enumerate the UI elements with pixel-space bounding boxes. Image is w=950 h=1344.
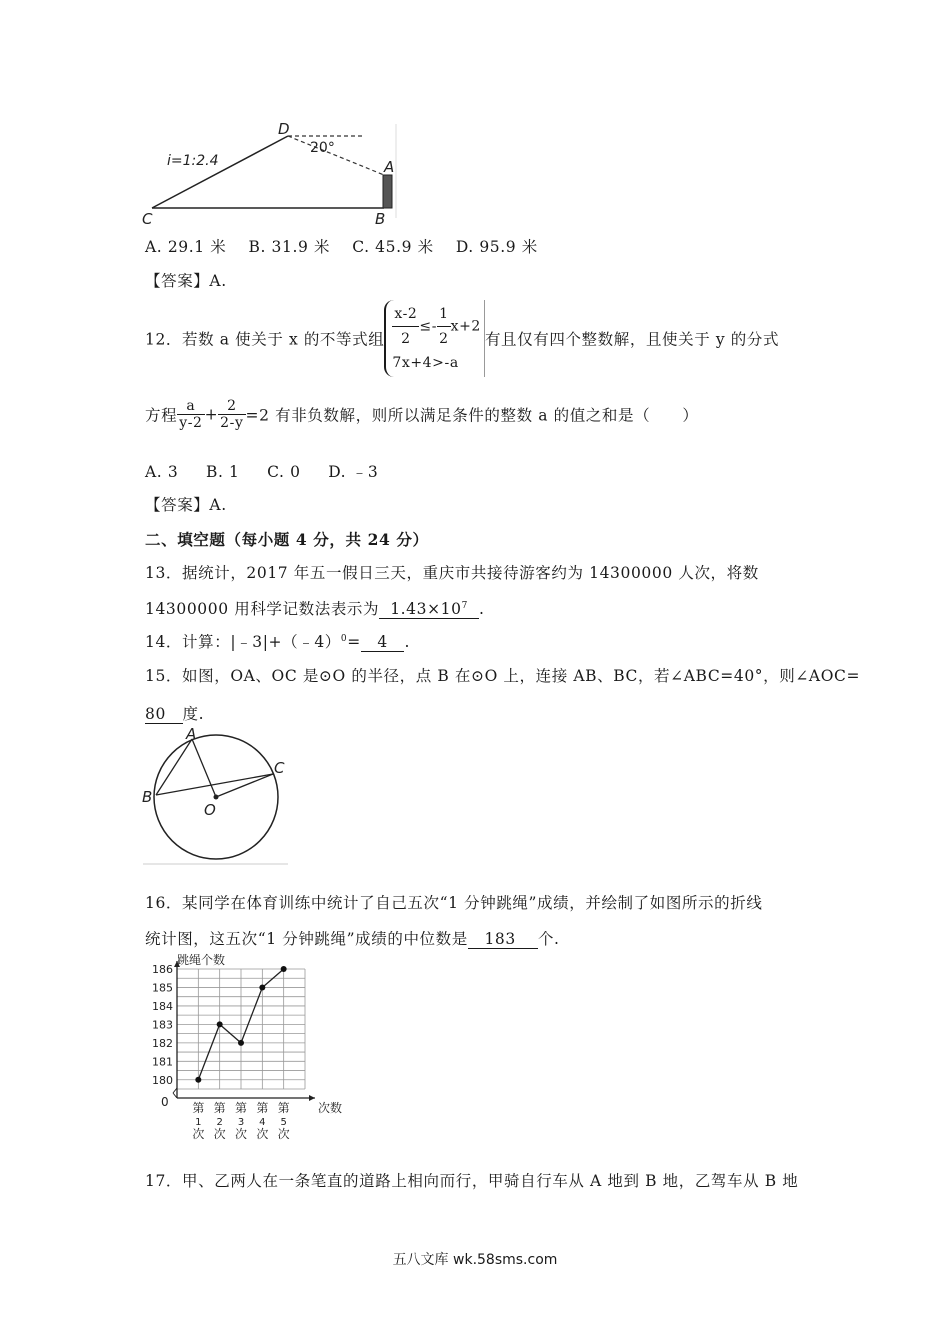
q12-option-c: C. 0: [267, 463, 301, 481]
x-category-label: 2: [216, 1117, 223, 1128]
x-axis-label: 次数: [318, 1101, 343, 1115]
q11-option-a: A. 29.1 米: [145, 238, 227, 256]
slope-figure: [140, 118, 410, 228]
y-axis-label: 跳绳个数: [177, 953, 226, 967]
fraction-2-over-2-y: $\frac{2}{2-y}$: [220, 398, 244, 431]
data-point: [217, 1021, 223, 1027]
q11-options: [145, 235, 538, 257]
q11-option-c: C. 45.9 米: [352, 238, 434, 256]
x-axis-arrow: [309, 1095, 315, 1101]
y-tick-label: 181: [152, 1055, 173, 1069]
q15-line1: 15．如图，OA、OC 是⊙O 的半径，点 B 在⊙O 上，连接 AB、BC，若∠ABC=40°，则∠AOC=: [145, 667, 861, 685]
data-point: [259, 984, 265, 990]
point-c-label: C: [142, 210, 153, 228]
q12-option-d: D. ﹣3: [328, 463, 379, 481]
fraction-a-over-y-2: $\frac{a}{y-2}$: [179, 398, 203, 431]
x-category-label: 1: [195, 1117, 202, 1128]
angle-label: 20°: [310, 140, 335, 156]
half-fraction: $\frac{1}{2}$: [437, 302, 451, 351]
x-category-label: 第: [277, 1101, 290, 1115]
q13-line2: 14300000 用科学记数法表示为 $1.43\times 10^7$ .: [145, 597, 485, 619]
slope-label: i=1:2.4: [167, 153, 219, 169]
circle-point-c: C: [274, 759, 285, 777]
x-category-label: 第: [234, 1101, 248, 1115]
x-category-label: 次: [277, 1127, 290, 1141]
origin-label: 0: [161, 1095, 169, 1109]
x-category-label: 第: [256, 1101, 269, 1115]
q12-options: [145, 460, 378, 482]
x-category-label: 第: [192, 1101, 205, 1115]
x-category-label: 次: [192, 1127, 205, 1141]
q16-line2: 统计图，这五次“1 分钟跳绳”成绩的中位数是 183 个.: [145, 930, 560, 948]
x-category-label: 5: [280, 1117, 287, 1128]
x-category-label: 3: [237, 1117, 245, 1128]
x-category-label: 4: [259, 1117, 266, 1128]
x-category-label: 第: [213, 1101, 226, 1115]
q12-line2: 方程 $\frac{a}{y-2}$ + $\frac{2}{2-y}$ =2 有非负数解，则所以满足条件的整数 a 的值之和是（ ）: [145, 398, 699, 431]
y-tick-label: 183: [152, 1018, 173, 1032]
q12-post: 有且仅有四个整数解，且使关于 y 的分式: [484, 330, 780, 349]
q14-answer-blank: 4: [361, 633, 405, 652]
point-a-label: A: [384, 158, 395, 176]
q14-line: 14．计算：|﹣3|+（﹣4）$^0$= 4 .: [145, 633, 410, 651]
circle-point-o: O: [204, 801, 216, 819]
q12-line1: [145, 300, 779, 377]
data-point: [195, 1077, 201, 1083]
q16-line1: 16．某同学在体育训练中统计了自己五次“1 分钟跳绳”成绩，并绘制了如图所示的折线: [145, 894, 763, 912]
y-tick-label: 180: [152, 1073, 173, 1087]
q17-line1: 17．甲、乙两人在一条笔直的道路上相向而行，甲骑自行车从 A 地到 B 地，乙驾车从 B 地: [145, 1172, 799, 1190]
q13-answer-blank: $1.43\times 10^7$: [379, 597, 479, 619]
y-tick-label: 182: [152, 1036, 173, 1050]
q15-line2: 80 度.: [145, 705, 205, 723]
q12-option-b: B. 1: [205, 463, 240, 481]
x-category-label: 次: [234, 1127, 248, 1141]
q16-answer-blank: 183: [468, 930, 538, 949]
q11-option-b: B. 31.9 米: [248, 238, 331, 256]
inequality-system: $\frac{x-2}{2}$ ≤- $\frac{1}{2}$ x+2 7x+4>-a: [384, 300, 485, 377]
ineq1-fraction: $\frac{x-2}{2}$: [392, 302, 419, 351]
q11-answer: 【答案】A.: [145, 272, 227, 290]
jump-rope-chart: [140, 952, 350, 1148]
circle-point-a: A: [186, 727, 197, 743]
q12-option-a: A. 3: [145, 463, 179, 481]
data-point: [281, 966, 287, 972]
y-tick-label: 186: [152, 963, 173, 976]
x-category-label: 次: [213, 1127, 226, 1141]
q12-pre: 12．若数 a 使关于 x 的不等式组: [145, 330, 385, 349]
section-title: 二、填空题（每小题 4 分，共 24 分）: [145, 530, 429, 549]
data-point: [238, 1040, 244, 1046]
point-b-label: B: [375, 210, 386, 228]
circle-figure: [138, 727, 298, 867]
q15-answer-blank: 80: [145, 705, 183, 724]
point-d-label: D: [278, 120, 290, 138]
x-category-label: 次: [256, 1127, 269, 1141]
y-tick-label: 185: [152, 981, 173, 995]
q13-line1: 13．据统计，2017 年五一假日三天，重庆市共接待游客约为 14300000 人次，将数: [145, 564, 759, 582]
q12-answer: 【答案】A.: [145, 496, 227, 514]
q11-option-d: D. 95.9 米: [455, 238, 538, 256]
circle-point-b: B: [142, 788, 153, 806]
ineq2: 7x+4>-a: [392, 355, 459, 371]
y-tick-label: 184: [152, 999, 173, 1013]
footer-watermark: 五八文库 wk.58sms.com: [392, 1252, 558, 1268]
